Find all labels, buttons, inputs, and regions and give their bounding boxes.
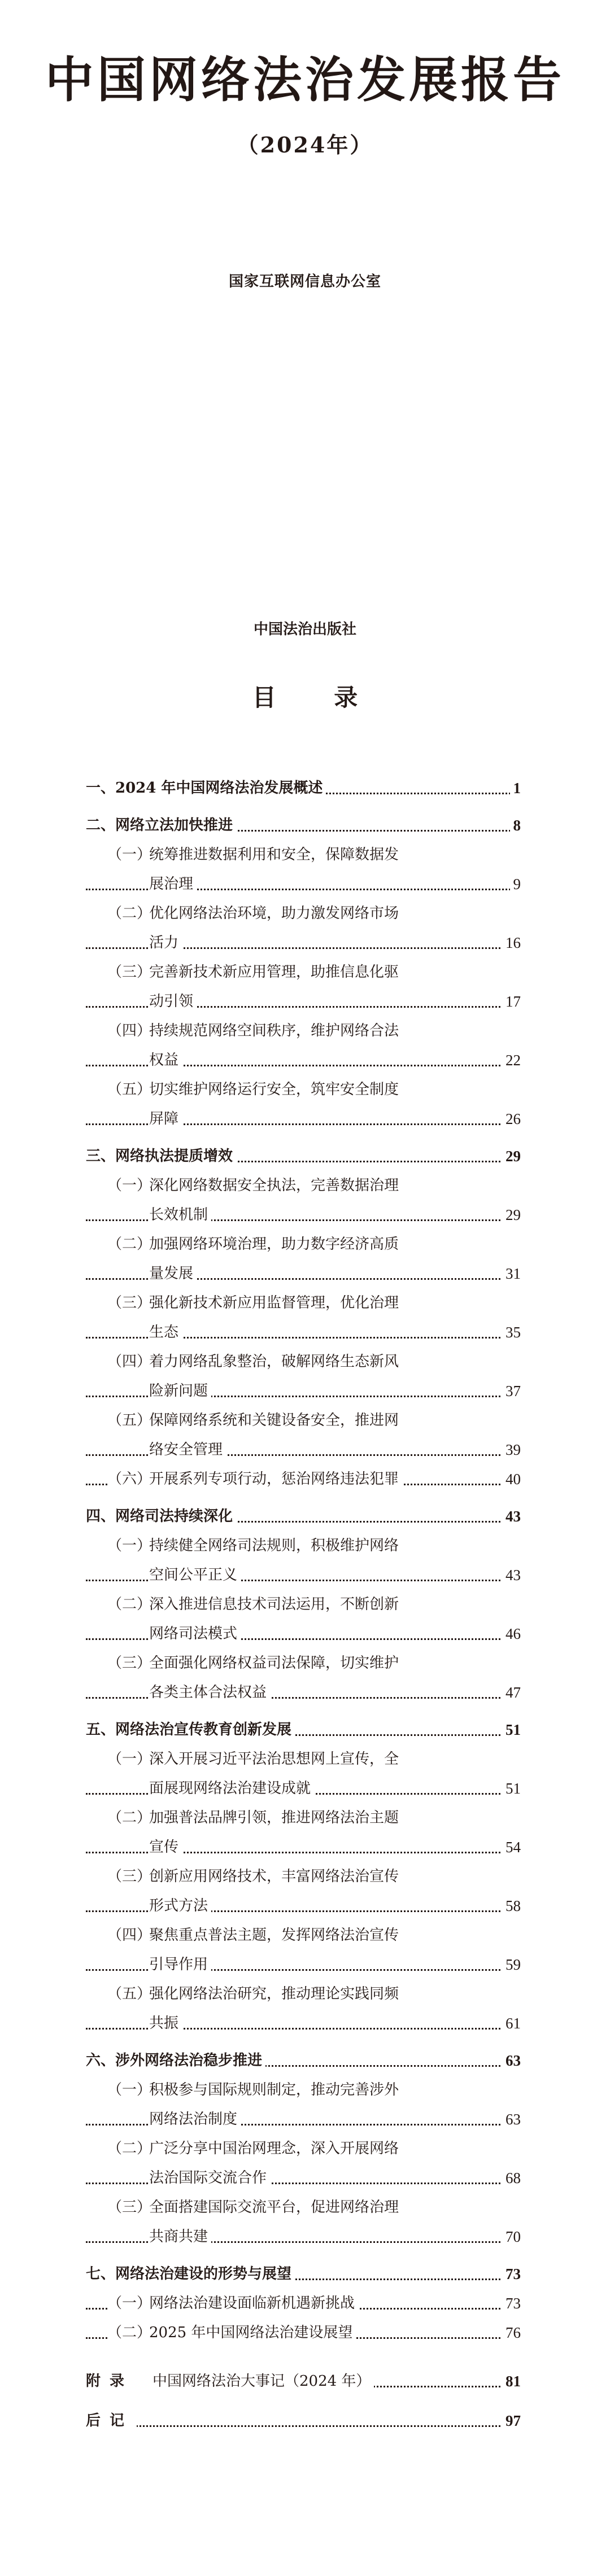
toc-entry-text [149, 1567, 241, 1584]
section-number: （一） [107, 1537, 152, 1554]
section-title-continued: 共振 [149, 2015, 179, 2032]
section-title-continued: 宣传 [149, 1839, 179, 1856]
section-title-continued: 网络司法模式 [149, 1625, 238, 1642]
toc-entry-text [149, 876, 197, 893]
toc-entry-sec[interactable] [86, 2075, 521, 2105]
toc-entry-cont[interactable] [86, 987, 521, 1016]
section-number: （一） [107, 1177, 152, 1194]
page-number: 70 [502, 2222, 521, 2251]
page-number: 29 [502, 1200, 521, 1230]
page-number: 47 [502, 1678, 521, 1707]
toc-entry-chap[interactable] [86, 2046, 521, 2075]
toc-entry-cont[interactable] [86, 1376, 521, 1406]
section-title: 聚焦重点普法主题，发挥网络法治宣传 [149, 1927, 399, 1944]
toc-entry-text [107, 2324, 356, 2341]
page-number: 51 [502, 1715, 521, 1744]
section-title-continued: 面展现网络法治建设成就 [149, 1780, 311, 1797]
section-title-continued: 动引领 [149, 993, 194, 1010]
toc-entry-cont[interactable] [86, 2009, 521, 2038]
page-number: 43 [502, 1560, 521, 1590]
section-number: （三） [107, 2199, 152, 2216]
page-number: 1 [510, 773, 521, 803]
report-title: 中国网络法治发展报告 [45, 51, 565, 108]
toc-entry-sec[interactable] [86, 840, 521, 869]
section-title: 积极参与国际规则制定，推动完善涉外 [149, 2081, 399, 2098]
section-number: （二） [107, 1809, 152, 1826]
toc-entry-sec[interactable] [86, 1531, 521, 1560]
toc-entry-text [149, 1897, 211, 1914]
toc-entry-sec[interactable] [86, 1979, 521, 2009]
issuer-name: 国家互联网信息办公室 [228, 273, 381, 290]
toc-entry-text [107, 2081, 402, 2098]
section-title: 全面搭建国际交流平台，促进网络治理 [149, 2199, 399, 2216]
toc-entry-chap[interactable] [86, 1715, 521, 1744]
section-title: 广泛分享中国治网理念，深入开展网络 [149, 2140, 399, 2157]
toc-entry-afterword[interactable] [86, 2406, 521, 2435]
page-number: 73 [502, 2259, 521, 2289]
page-number: 68 [502, 2163, 521, 2193]
section-number: （五） [107, 1081, 152, 1098]
toc-entry-text [86, 2266, 295, 2282]
toc-entry-text [149, 1383, 211, 1399]
page-number: 17 [502, 987, 521, 1016]
toc-entry-text [107, 1294, 402, 1311]
toc-entry-sec[interactable] [86, 1648, 521, 1678]
page-number: 73 [502, 2289, 521, 2318]
section-title: 深化网络数据安全执法，完善数据治理 [149, 1177, 399, 1194]
page-number: 29 [502, 1142, 521, 1171]
toc-entry-sec[interactable] [86, 1075, 521, 1104]
toc-entry-cont[interactable] [86, 1891, 521, 1921]
toc-entry-sec[interactable] [86, 1921, 521, 1950]
toc-entry-text [107, 1985, 402, 2002]
page-number: 9 [510, 869, 521, 899]
section-number: （三） [107, 1655, 152, 1672]
toc-entry-text [149, 1324, 182, 1341]
toc-entry-text [86, 817, 236, 834]
section-number: （一） [107, 2295, 152, 2312]
toc-entry-text [107, 1751, 402, 1768]
section-number: （一） [107, 2081, 152, 2098]
section-number: （二） [107, 2140, 152, 2157]
toc-entry-text [149, 1625, 241, 1642]
toc-entry-sec[interactable] [86, 1016, 521, 1046]
page-number: 16 [502, 928, 521, 957]
toc-entry-sec[interactable] [86, 2193, 521, 2222]
page-number: 40 [502, 1464, 521, 1494]
page-number: 54 [502, 1832, 521, 1862]
dot-leader [86, 2425, 521, 2427]
toc-entry-cont[interactable] [86, 869, 521, 899]
toc-entry-sec[interactable] [86, 1464, 521, 1494]
section-title: 统筹推进数据利用和安全，保障数据发 [149, 846, 399, 863]
toc-entry-text [107, 1471, 402, 1488]
toc-entry-cont[interactable] [86, 1774, 521, 1803]
section-number: （二） [107, 1236, 152, 1253]
chapter-title: 五、网络法治宣传教育创新发展 [86, 1721, 292, 1738]
toc-entry-sec[interactable] [86, 1744, 521, 1774]
section-title: 创新应用网络技术，丰富网络法治宣传 [149, 1868, 399, 1885]
section-title-continued: 权益 [149, 1052, 179, 1069]
toc-entry-text [149, 2015, 182, 2032]
toc-entry-text [86, 1508, 236, 1525]
section-title-continued: 各类主体合法权益 [149, 1684, 267, 1701]
toc-entry-sec[interactable] [86, 1230, 521, 1259]
page-number: 26 [502, 1104, 521, 1134]
toc-entry-cont[interactable] [86, 2222, 521, 2251]
toc-entry-text [107, 1596, 402, 1613]
page-number: 76 [502, 2318, 521, 2347]
toc-entry-text [86, 2052, 265, 2069]
section-number: （二） [107, 905, 152, 922]
section-title-continued: 形式方法 [149, 1897, 208, 1914]
toc-entry-sec[interactable] [86, 1171, 521, 1200]
toc-entry-chap[interactable] [86, 773, 521, 803]
section-title: 着力网络乱象整治，破解网络生态新风 [149, 1353, 399, 1370]
section-title-continued: 网络法治制度 [149, 2111, 238, 2128]
page-number: 58 [502, 1891, 521, 1921]
section-title-continued: 屏障 [149, 1110, 179, 1127]
section-title: 深入推进信息技术司法运用，不断创新 [149, 1596, 399, 1613]
section-title: 优化网络法治环境，助力激发网络市场 [149, 905, 399, 922]
toc-entry-text [149, 1110, 182, 1127]
section-title-continued: 展治理 [149, 876, 194, 893]
toc-entry-sec[interactable] [86, 899, 521, 928]
section-number: （二） [107, 2324, 152, 2341]
toc-entry-cont[interactable] [86, 1435, 521, 1464]
section-title: 持续规范网络空间秩序，维护网络合法 [149, 1022, 399, 1039]
appendix-label: 附录 [86, 2373, 134, 2390]
section-title-continued: 引导作用 [149, 1956, 208, 1973]
toc-entry-text [149, 1052, 182, 1069]
chapter-title: 四、网络司法持续深化 [86, 1508, 233, 1525]
section-number: （五） [107, 1412, 152, 1429]
section-number: （二） [107, 1596, 152, 1613]
page-number: 8 [510, 811, 521, 840]
toc-entry-cont[interactable] [86, 928, 521, 957]
section-number: （五） [107, 1985, 152, 2002]
section-number: （四） [107, 1353, 152, 1370]
toc-entry-sec[interactable] [86, 1862, 521, 1891]
toc-entry-text [107, 846, 402, 863]
toc-entry-text [107, 1927, 402, 1944]
section-number: （一） [107, 846, 152, 863]
section-title: 完善新技术新应用管理，助推信息化驱 [149, 964, 399, 981]
toc-entry-sec[interactable] [86, 2318, 521, 2347]
toc-entry-sec[interactable] [86, 1347, 521, 1376]
section-title-continued: 空间公平正义 [149, 1567, 238, 1584]
section-title: 保障网络系统和关键设备安全，推进网 [149, 1412, 399, 1429]
toc-entry-cont[interactable] [86, 1950, 521, 1979]
toc-entry-cont[interactable] [86, 1560, 521, 1590]
toc-entry-chap[interactable] [86, 1502, 521, 1531]
chapter-title: 一、2024 年中国网络法治发展概述 [86, 780, 323, 797]
page-number: 81 [502, 2367, 521, 2396]
toc-entry-text [86, 1148, 236, 1165]
section-title: 加强网络环境治理，助力数字经济高质 [149, 1236, 399, 1253]
toc-entry-sec[interactable] [86, 1590, 521, 1619]
toc-entry-text [107, 1353, 402, 1370]
toc-entry-text [86, 2373, 374, 2390]
section-title: 强化网络法治研究，推动理论实践同频 [149, 1985, 399, 2002]
publisher-name: 中国法治出版社 [253, 621, 356, 638]
toc-entry-cont[interactable] [86, 1318, 521, 1347]
section-title: 开展系列专项行动，惩治网络违法犯罪 [149, 1471, 399, 1488]
toc-entry-text [86, 2412, 137, 2429]
section-number: （四） [107, 1927, 152, 1944]
toc-entry-cont[interactable] [86, 1832, 521, 1862]
page-number: 61 [502, 2009, 521, 2038]
section-title: 持续健全网络司法规则，积极维护网络 [149, 1537, 399, 1554]
page-number: 63 [502, 2046, 521, 2075]
section-title-continued: 法治国际交流合作 [149, 2170, 267, 2186]
page-number: 22 [502, 1046, 521, 1075]
toc-entry-cont[interactable] [86, 2163, 521, 2193]
page-number: 37 [502, 1376, 521, 1406]
page-number: 35 [502, 1318, 521, 1347]
page-number: 59 [502, 1950, 521, 1979]
toc-entry-text [107, 1537, 402, 1554]
toc-entry-text [149, 1780, 314, 1797]
toc-entry-cont[interactable] [86, 2105, 521, 2134]
toc-entry-text [149, 934, 182, 951]
section-number: （三） [107, 1868, 152, 1885]
page-number: 43 [502, 1502, 521, 1531]
toc-entry-chap[interactable] [86, 2259, 521, 2289]
report-year: （2024年） [237, 132, 373, 158]
toc-entry-text [149, 2111, 241, 2128]
toc-entry-text [149, 2228, 211, 2245]
toc-entry-cont[interactable] [86, 1259, 521, 1288]
toc-entry-sec[interactable] [86, 957, 521, 987]
toc-entry-text [107, 964, 402, 981]
section-title-continued: 络安全管理 [149, 1441, 223, 1458]
section-number: （一） [107, 1751, 152, 1768]
page-number: 31 [502, 1259, 521, 1288]
chapter-title: 二、网络立法加快推进 [86, 817, 233, 834]
toc-entry-chap[interactable] [86, 811, 521, 840]
section-title: 加强普法品牌引领，推进网络法治主题 [149, 1809, 399, 1826]
toc-entry-sec[interactable] [86, 1803, 521, 1832]
table-of-contents [86, 773, 521, 2435]
toc-entry-text [149, 1684, 270, 1701]
toc-entry-sec[interactable] [86, 1406, 521, 1435]
toc-entry-text [149, 1839, 182, 1856]
toc-entry-text [86, 1721, 295, 1738]
toc-entry-text [107, 1022, 402, 1039]
section-number: （三） [107, 964, 152, 981]
toc-entry-text [107, 1412, 402, 1429]
section-title: 2025 年中国网络法治建设展望 [149, 2324, 353, 2341]
appendix-title: 中国网络法治大事记（2024 年） [152, 2373, 371, 2390]
section-title-continued: 量发展 [149, 1265, 194, 1282]
toc-title: 目 录 [252, 684, 383, 711]
toc-entry-text [107, 2199, 402, 2216]
toc-entry-text [149, 1265, 197, 1282]
section-title-continued: 生态 [149, 1324, 179, 1341]
section-title: 强化新技术新应用监督管理，优化治理 [149, 1294, 399, 1311]
chapter-title: 七、网络法治建设的形势与展望 [86, 2266, 292, 2282]
toc-entry-text [86, 780, 326, 797]
toc-entry-cont[interactable] [86, 1678, 521, 1707]
toc-entry-cont[interactable] [86, 1619, 521, 1648]
section-title-continued: 活力 [149, 934, 179, 951]
section-number: （三） [107, 1294, 152, 1311]
section-title: 深入开展习近平法治思想网上宣传，全 [149, 1751, 399, 1768]
section-title-continued: 共商共建 [149, 2228, 208, 2245]
toc-entry-text [107, 905, 402, 922]
page-number: 51 [502, 1774, 521, 1803]
chapter-title: 三、网络执法提质增效 [86, 1148, 233, 1165]
toc-entry-text [149, 1441, 226, 1458]
toc-entry-cont[interactable] [86, 1200, 521, 1230]
toc-entry-text [107, 2140, 402, 2157]
toc-entry-text [107, 1177, 402, 1194]
toc-entry-text [107, 1655, 402, 1672]
section-title-continued: 长效机制 [149, 1206, 208, 1223]
section-title: 切实维护网络运行安全，筑牢安全制度 [149, 1081, 399, 1098]
toc-entry-cont[interactable] [86, 1104, 521, 1134]
toc-entry-sec[interactable] [86, 1288, 521, 1318]
section-title: 全面强化网络权益司法保障，切实维护 [149, 1655, 399, 1672]
toc-entry-text [149, 2170, 270, 2186]
page-number: 46 [502, 1619, 521, 1648]
toc-entry-text [107, 1809, 402, 1826]
toc-entry-text [107, 1236, 402, 1253]
section-title: 网络法治建设面临新机遇新挑战 [149, 2295, 355, 2312]
section-number: （四） [107, 1022, 152, 1039]
toc-entry-sec[interactable] [86, 2134, 521, 2163]
toc-entry-appendix[interactable] [86, 2367, 521, 2396]
page-number: 63 [502, 2105, 521, 2134]
page-number: 39 [502, 1435, 521, 1464]
toc-entry-cont[interactable] [86, 1046, 521, 1075]
page-number: 97 [502, 2406, 521, 2435]
afterword-label: 后记 [86, 2412, 134, 2429]
section-number: （六） [107, 1471, 152, 1488]
toc-entry-text [107, 1868, 402, 1885]
toc-entry-sec[interactable] [86, 2289, 521, 2318]
toc-entry-chap[interactable] [86, 1142, 521, 1171]
section-title-continued: 险新问题 [149, 1383, 208, 1399]
toc-entry-text [149, 1956, 211, 1973]
chapter-title: 六、涉外网络法治稳步推进 [86, 2052, 263, 2069]
toc-entry-text [149, 1206, 211, 1223]
toc-entry-text [107, 1081, 402, 1098]
toc-entry-text [107, 2295, 358, 2312]
toc-entry-text [149, 993, 197, 1010]
